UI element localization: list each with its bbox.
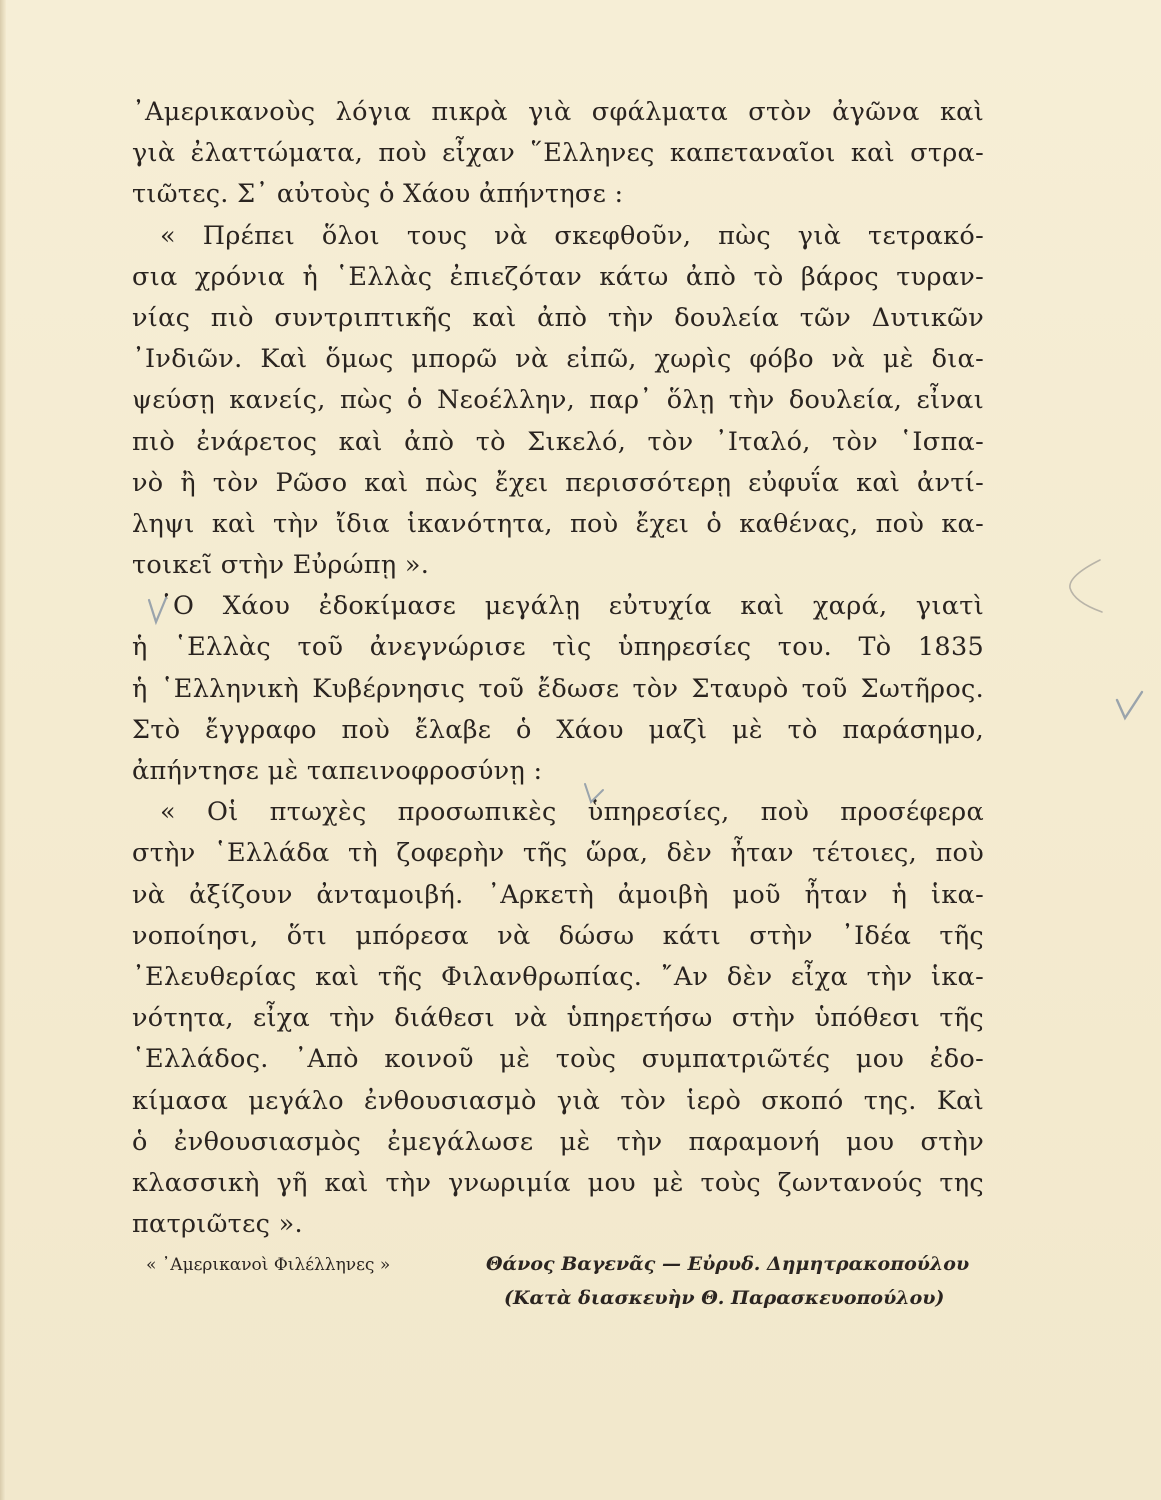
text-line: ῾Ο Χάου ἐδοκίμασε μεγάλῃ εὐτυχία καὶ χαρά, γιατὶ xyxy=(160,591,984,622)
text-line: κλασσικὴ γῆ καὶ τὴν γνωριμία μου μὲ τοὺς ζωντανούς της xyxy=(132,1167,984,1198)
text-line: νὸ ἢ τὸν Ρῶσο καὶ πὼς ἔχει περισσότερῃ εὐφυΐα καὶ ἀντί- xyxy=(132,467,984,498)
text-line: ἀπήντησε μὲ ταπεινοφροσύνῃ : xyxy=(132,756,543,786)
pencil-check-mark-icon xyxy=(582,780,606,806)
citation xyxy=(132,1253,992,1333)
citation-source: « ᾿Αμερικανοὶ Φιλέλληνες » xyxy=(146,1255,391,1275)
text-line: « Οἱ πτωχὲς προσωπικὲς ὑπηρεσίες, ποὺ προσέφερα xyxy=(160,797,984,828)
pencil-bracket-mark-icon xyxy=(1062,556,1106,616)
body-text xyxy=(132,92,984,1245)
text-line: νότητα, εἶχα τὴν διάθεσι νὰ ὑπηρετήσω στὴν ὑπόθεσι τῆς xyxy=(132,1003,984,1034)
text-line: νοποίησι, ὅτι μπόρεσα νὰ δώσω κάτι στὴν ᾿Ιδέα τῆς xyxy=(132,920,984,951)
text-line: ᾿Ελευθερίας καὶ τῆς Φιλανθρωπίας. ῎Αν δὲν εἶχα τὴν ἱκα- xyxy=(132,961,984,992)
text-line: ῾Ελλάδος. ᾿Απὸ κοινοῦ μὲ τοὺς συμπατριῶτές μου ἐδο- xyxy=(132,1044,984,1075)
text-line: στὴν ῾Ελλάδα τὴ ζοφερὴν τῆς ὥρα, δὲν ἦταν τέτοιες, ποὺ xyxy=(132,838,984,869)
pencil-check-mark-icon xyxy=(146,596,170,626)
pencil-check-mark-icon xyxy=(1114,688,1146,722)
text-line: ᾿Ινδιῶν. Καὶ ὅμως μπορῶ νὰ εἰπῶ, χωρὶς φόβο νὰ μὲ δια- xyxy=(132,344,984,375)
text-line: ἡ ῾Ελληνικὴ Κυβέρνησις τοῦ ἔδωσε τὸν Σταυρὸ τοῦ Σωτῆρος. xyxy=(132,673,984,704)
text-line: ὁ ἐνθουσιασμὸς ἐμεγάλωσε μὲ τὴν παραμονή μου στὴν xyxy=(132,1126,984,1157)
text-line: πατριῶτες ». xyxy=(132,1209,303,1240)
text-line: τιῶτες. Σ᾿ αὐτοὺς ὁ Χάου ἀπήντησε : xyxy=(132,179,624,210)
text-line: τοικεῖ στὴν Εὐρώπῃ ». xyxy=(132,550,430,581)
text-line: Στὸ ἔγγραφο ποὺ ἔλαβε ὁ Χάου μαζὶ μὲ τὸ παράσημο, xyxy=(132,714,984,745)
text-line: κίμασα μεγάλο ἐνθουσιασμὸ γιὰ τὸν ἱερὸ σκοπό της. Καὶ xyxy=(132,1085,984,1116)
text-line: ψεύσῃ κανείς, πὼς ὁ Νεοέλλην, παρ᾿ ὅλῃ τὴν δουλεία, εἶναι xyxy=(132,385,984,416)
text-line: « Πρέπει ὅλοι τους νὰ σκεφθοῦν, πὼς γιὰ τετρακό- xyxy=(160,220,984,251)
page-edge xyxy=(0,0,6,1500)
citation-authors: Θάνος Βαγενᾶς — Εὐρυδ. Δημητρακοπούλου xyxy=(486,1253,970,1275)
text-line: νὰ ἀξίζουν ἀνταμοιβή. ᾿Αρκετὴ ἀμοιβὴ μοῦ ἦταν ἡ ἱκα- xyxy=(132,879,984,910)
text-line: νίας πιὸ συντριπτικῆς καὶ ἀπὸ τὴν δουλεία τῶν Δυτικῶν xyxy=(132,302,984,333)
text-line: γιὰ ἐλαττώματα, ποὺ εἶχαν ῞Ελληνες καπεταναῖοι καὶ στρα- xyxy=(132,138,984,169)
citation-adaptation: (Κατὰ διασκευὴν Θ. Παρασκευοπούλου) xyxy=(504,1287,945,1309)
text-line: ἡ ῾Ελλὰς τοῦ ἀνεγνώρισε τὶς ὑπηρεσίες του. Τὸ 1835 xyxy=(132,632,984,663)
text-line: ᾿Αμερικανοὺς λόγια πικρὰ γιὰ σφάλματα στὸν ἀγῶνα καὶ xyxy=(132,97,984,127)
text-line: ληψι καὶ τὴν ἴδια ἱκανότητα, ποὺ ἔχει ὁ καθένας, ποὺ κα- xyxy=(132,508,984,539)
text-line: σια χρόνια ἡ ῾Ελλὰς ἐπιεζόταν κάτω ἀπὸ τὸ βάρος τυραν- xyxy=(132,261,984,292)
text-line: πιὸ ἐνάρετος καὶ ἀπὸ τὸ Σικελό, τὸν ᾿Ιταλό, τὸν ῾Ισπα- xyxy=(132,426,984,457)
